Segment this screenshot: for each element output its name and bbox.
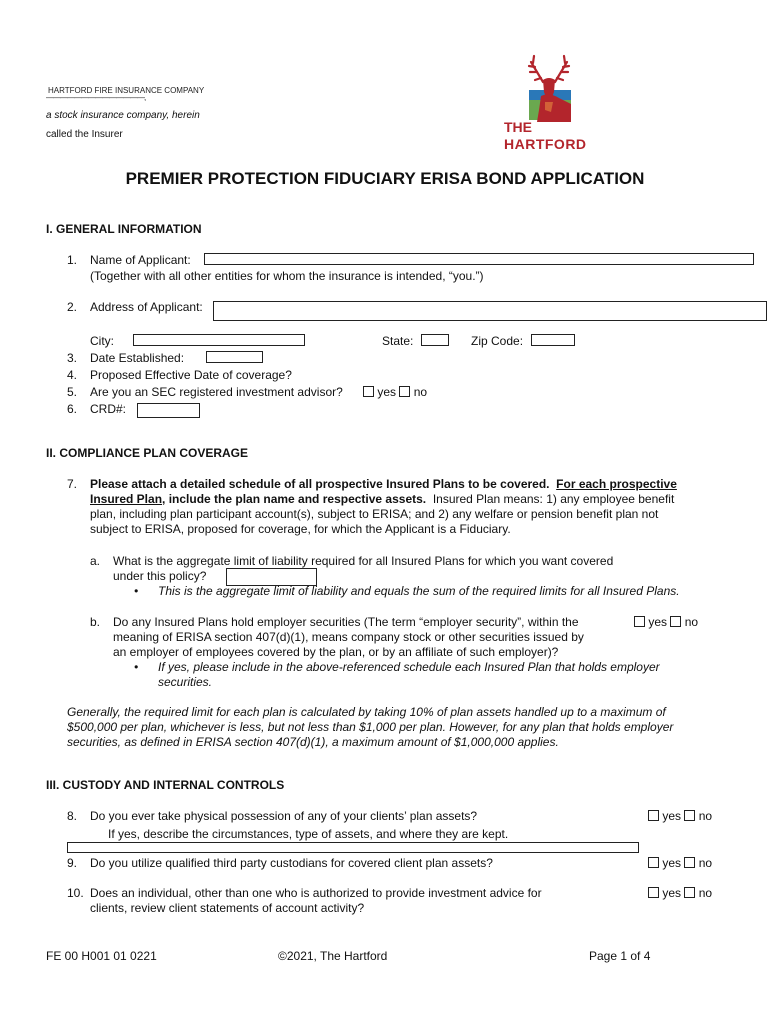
q2-number: 2. (67, 300, 78, 314)
q1-note: (Together with all other entities for whom the insurance is intended, “you.”) (90, 269, 484, 283)
q5-yes-checkbox[interactable] (363, 386, 374, 397)
q5-no-checkbox[interactable] (399, 386, 410, 397)
q9-no-label: no (698, 856, 713, 870)
qb-bullet-line1: • If yes, please include in the above-referenced schedule each Insured Plan that holds employer (158, 659, 660, 675)
q7-line3: plan, including plan participant account(s), subject to ERISA; and 2) any welfare or pension benefit plan not (90, 507, 659, 521)
city-field[interactable] (133, 334, 305, 346)
q8-no-checkbox[interactable] (684, 810, 695, 821)
q9-options (648, 855, 712, 871)
q8-description-field[interactable] (67, 842, 639, 853)
stock-company-text: a stock insurance company, herein (46, 110, 200, 121)
q7-underlined-text: For each prospective (556, 477, 677, 491)
q3-label: Date Established: (90, 351, 185, 365)
form-code: FE 00 H001 01 0221 (46, 949, 157, 963)
q7-line2 (90, 491, 674, 507)
q5-number: 5. (67, 385, 78, 399)
applicant-name-field[interactable] (204, 253, 754, 265)
q7-number: 7. (67, 477, 78, 491)
q8-sub-label: If yes, describe the circumstances, type of assets, and where they are kept. (108, 827, 509, 841)
crd-field[interactable] (137, 403, 200, 418)
qb-yes-label: yes (648, 615, 668, 629)
qa-line1: What is the aggregate limit of liability required for all Insured Plans for which you want covered (113, 554, 614, 568)
limit-note-line2: $500,000 per plan, whichever is less, but not less than $1,000 per plan. However, for any plan that holds employer (67, 720, 674, 734)
date-established-field[interactable] (206, 351, 263, 363)
svg-text:THE: THE (504, 119, 532, 135)
q5-options (363, 384, 427, 400)
insurer-name: HARTFORD FIRE INSURANCE COMPANY (48, 86, 205, 95)
q5-label: Are you an SEC registered investment advisor? (90, 385, 343, 399)
q8-number: 8. (67, 809, 78, 823)
q7-bold-text2: , include the plan name and respective assets. (162, 492, 427, 506)
q10-number: 10. (67, 886, 84, 900)
stag-icon (497, 52, 607, 152)
q7-line1 (90, 476, 710, 492)
qb-yes-checkbox[interactable] (634, 616, 645, 627)
q10-no-label: no (698, 886, 713, 900)
page-number: Page 1 of 4 (589, 949, 651, 963)
zip-field[interactable] (531, 334, 575, 346)
state-field[interactable] (421, 334, 449, 346)
q10-yes-label: yes (662, 886, 682, 900)
copyright: ©2021, The Hartford (278, 949, 388, 963)
q9-yes-checkbox[interactable] (648, 857, 659, 868)
q7-insured-plan: Insured Plan (90, 492, 163, 506)
q8-no-label: no (698, 809, 713, 823)
q7-bold-text: Please attach a detailed schedule of all prospective Insured Plans to be covered. (90, 477, 550, 491)
q4-label: Proposed Effective Date of coverage? (90, 368, 292, 382)
section2-heading: II. COMPLIANCE PLAN COVERAGE (46, 446, 249, 460)
called-insurer-text: called the Insurer (46, 129, 123, 140)
city-label: City: (90, 334, 114, 348)
page-title: PREMIER PROTECTION FIDUCIARY ERISA BOND APPLICATION (125, 169, 645, 188)
qa-bullet: • This is the aggregate limit of liability and equals the sum of the required limits for all Insured Plans. (158, 583, 680, 599)
qb-no-checkbox[interactable] (670, 616, 681, 627)
state-label: State: (382, 334, 414, 348)
q9-yes-label: yes (662, 856, 682, 870)
section3-heading: III. CUSTODY AND INTERNAL CONTROLS (46, 778, 285, 792)
q1-number: 1. (67, 253, 78, 267)
q8-label: Do you ever take physical possession of any of your clients’ plan assets? (90, 809, 478, 823)
q5-no-label: no (413, 385, 428, 399)
qb-line1: Do any Insured Plans hold employer securities (The term “employer security”, within the (113, 615, 579, 629)
q8-yes-label: yes (662, 809, 682, 823)
q7-line4: subject to ERISA, proposed for coverage, for which the Applicant is a Fiduciary. (90, 522, 511, 536)
q10-line1: Does an individual, other than one who is authorized to provide investment advice for (90, 886, 542, 900)
qa-letter: a. (90, 554, 101, 568)
q5-yes-label: yes (377, 385, 397, 399)
qb-options (634, 614, 698, 630)
limit-note-line1: Generally, the required limit for each plan is calculated by taking 10% of plan assets handled up to a maximum of (67, 705, 666, 719)
qb-line3: an employer of employees covered by the plan, or by an affiliate of such employer)? (113, 645, 559, 659)
q9-label: Do you utilize qualified third party custodians for covered client plan assets? (90, 856, 493, 870)
q2-label: Address of Applicant: (90, 300, 203, 314)
q10-options (648, 885, 712, 901)
q6-number: 6. (67, 402, 78, 416)
q8-options (648, 808, 712, 824)
qb-line2: meaning of ERISA section 407(d)(1), means company stock or other securities issued by (113, 630, 584, 644)
qb-bullet-line2: securities. (158, 675, 213, 689)
section1-heading: I. GENERAL INFORMATION (46, 222, 202, 236)
q8-yes-checkbox[interactable] (648, 810, 659, 821)
q7-definition: Insured Plan means: 1) any employee benefit (432, 492, 675, 506)
q9-no-checkbox[interactable] (684, 857, 695, 868)
hartford-logo (497, 52, 607, 152)
qa-line2: under this policy? (113, 569, 207, 583)
q3-number: 3. (67, 351, 78, 365)
zip-label: Zip Code: (471, 334, 524, 348)
svg-text:HARTFORD: HARTFORD (504, 136, 587, 152)
q9-number: 9. (67, 856, 78, 870)
q10-yes-checkbox[interactable] (648, 887, 659, 898)
q4-number: 4. (67, 368, 78, 382)
q6-label: CRD#: (90, 402, 127, 416)
q10-no-checkbox[interactable] (684, 887, 695, 898)
q10-line2: clients, review client statements of account activity? (90, 901, 365, 915)
address-field[interactable] (213, 301, 767, 321)
insurer-line: ——————————————, (46, 93, 146, 102)
qb-no-label: no (684, 615, 699, 629)
qb-letter: b. (90, 615, 101, 629)
limit-note-line3: securities, as defined in ERISA section 407(d)(1), a maximum amount of $1,000,000 applies. (67, 735, 559, 749)
q1-label: Name of Applicant: (90, 253, 191, 267)
